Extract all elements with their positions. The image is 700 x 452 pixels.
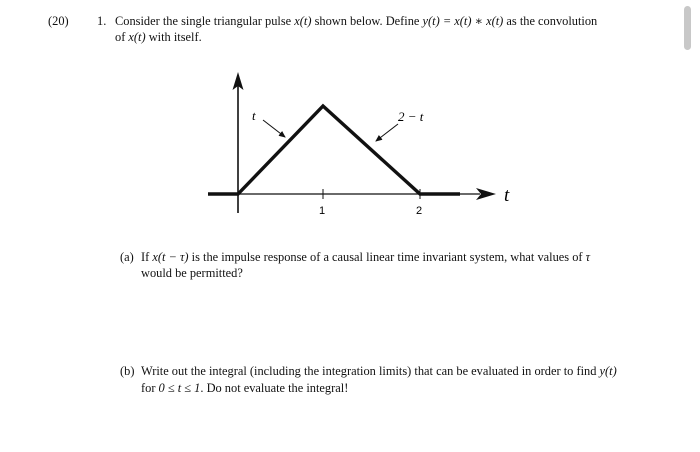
fall-label: 2 − t [398, 109, 424, 124]
question-text-line-2: of x(t) with itself. [115, 30, 202, 44]
rise-pointer-arrow [263, 120, 285, 137]
part-b-label: (b) [120, 364, 135, 378]
part-a-label: (a) [120, 250, 134, 264]
question-number: 1. [97, 14, 107, 28]
part-a-text-line-2: would be permitted? [141, 266, 243, 280]
tick-label-2: 2 [416, 205, 423, 217]
axis-label-t: t [504, 185, 510, 206]
question-text-line-1: Consider the single triangular pulse x(t) shown below. Define y(t) = x(t) ∗ x(t) as the convolution [115, 14, 598, 28]
tick-label-1: 1 [319, 205, 326, 217]
point-value: (20) [48, 14, 69, 28]
part-b-text-line-1: Write out the integral (including the integration limits) that can be evaluated in order to find y(t) [141, 364, 617, 378]
rise-label: t [252, 108, 256, 123]
fall-pointer-arrow [376, 124, 398, 141]
part-b-text-line-2: for 0 ≤ t ≤ 1. Do not evaluate the integral! [141, 381, 349, 395]
scrollbar-thumb[interactable] [684, 6, 691, 50]
part-a-text-line-1: If x(t − τ) is the impulse response of a causal linear time invariant system, what values of τ [141, 250, 591, 264]
